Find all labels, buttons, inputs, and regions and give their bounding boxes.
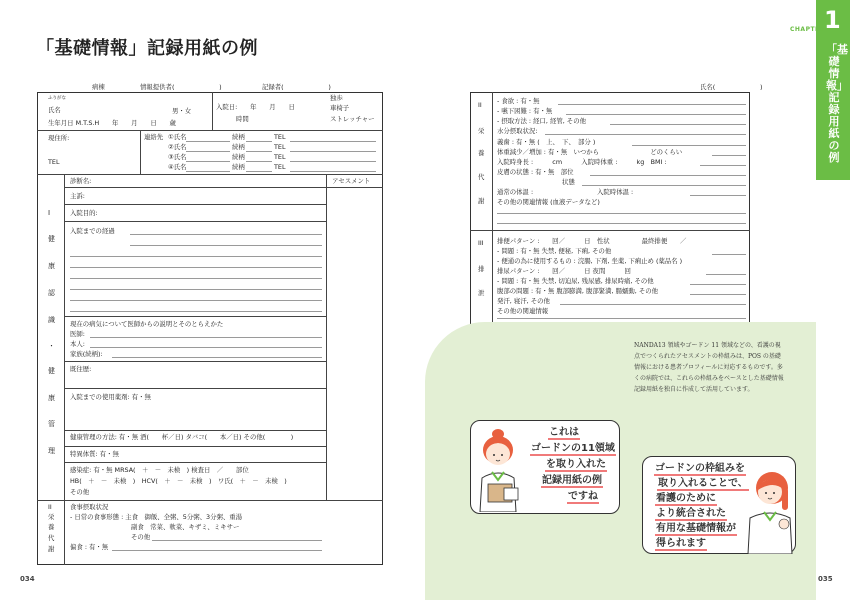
bubble2-line1: ゴードンの枠組みを	[655, 463, 745, 474]
skin-state-line: 状態	[562, 178, 575, 186]
time-label: 時間	[236, 115, 249, 123]
section1-v3: 認	[48, 289, 55, 297]
bubble2-line6: 得られます	[656, 538, 706, 549]
weight-change-line: 体重減少／増加 : 有・無 いつから どのくらい	[497, 148, 683, 156]
chapter-number: 1	[824, 6, 841, 34]
mobility-walk: 独歩	[330, 94, 343, 102]
contact-row-4: ④氏名	[168, 163, 187, 171]
section1-v1: 健	[48, 235, 55, 243]
bubble2-line3: 看護のために	[656, 493, 716, 504]
sex-label: 男・女	[172, 107, 192, 115]
contact-row-2: ②氏名	[168, 143, 187, 151]
doctor-label: 医師:	[70, 330, 85, 338]
abdomen-line: 腹部の問題 : 有・無 腹部膨満, 腹部緊満, 腸蠕動, その他	[497, 287, 659, 295]
preference-label: 偏食 : 有・無	[70, 543, 109, 551]
contact-tel-1: TEL	[274, 133, 286, 141]
bubble1-line4: 記録用紙の例	[542, 475, 602, 486]
right-name-label: 氏名( )	[700, 83, 763, 91]
left-section2-number: II	[48, 503, 52, 511]
page-title: 「基礎情報」記録用紙の例	[36, 38, 258, 59]
stool-pattern-line: 排便パターン : 回／ 日 性状 最終排便 ／	[497, 237, 687, 245]
chapter-title: 「基礎情報」記録用紙の例	[826, 43, 848, 164]
nurse-left-illustration	[474, 424, 532, 512]
bubble2-line5: 有用な基礎情報が	[656, 523, 736, 534]
family-label: 家族(続柄):	[70, 350, 103, 358]
explanation-paragraph: NANDA13 領域やゴードン 11 領域などの、看護の視点でつくられたアセスメントの枠組みは、POS の基礎情報における患者プロフィールに対応するものです。多くの病院では、これらの枠組みをベースとした基礎情報記録用紙を独自に作成して活用しています。	[634, 342, 784, 393]
right-section2-number: II	[478, 101, 482, 109]
purpose-label: 入院目的:	[70, 209, 98, 217]
habits-label: 健康管理の方法: 有・無 酒( 杯／日) タバコ( 本／日) その他( )	[70, 433, 294, 441]
urine-problem-line: - 問題 : 有・無 失禁, 切迫尿, 残尿感, 排尿時痛, その他	[497, 277, 654, 285]
special-label: 特異体質: 有・無	[70, 450, 119, 458]
bubble1-line3: を取り入れた	[546, 459, 606, 470]
section1-v7: 康	[48, 394, 55, 402]
section3-v1: 排	[478, 265, 485, 273]
other-info-line: その他の関連情報 (血液データなど)	[497, 198, 600, 206]
nurse-right-illustration	[744, 464, 798, 554]
left-section2-v4: 謝	[48, 545, 55, 553]
provider-label: 情報提供者( )	[140, 83, 222, 91]
meal-other-label: その他	[131, 533, 151, 541]
urine-pattern-line: 排尿パターン : 回／ 日 夜間 回	[497, 267, 631, 275]
recorder-label: 記録者( )	[262, 83, 331, 91]
stool-aid-line: - 便通の為に使用するもの : 浣腸, 下剤, 坐薬, 下痢止め (薬品名 )	[497, 257, 683, 265]
medication-label: 入院までの使用薬剤: 有・無	[70, 393, 151, 401]
chapter-label: CHAPTER	[790, 26, 825, 33]
page-number-right: 035	[818, 575, 833, 583]
bubble1-line1: これは	[549, 427, 579, 438]
left-section2-v2: 養	[48, 523, 55, 531]
left-section2-v1: 栄	[48, 513, 55, 521]
admission-label: 入院日: 年 月 日	[216, 103, 295, 111]
dob-label: 生年月日 M.T.S.H 年 月 日 歳	[48, 119, 176, 127]
patient-name-label: 氏名	[48, 106, 61, 114]
mobility-wheelchair: 車椅子	[330, 104, 350, 112]
section3-other-line: その他の関連情報	[497, 307, 549, 315]
meal-form-label: - 日常の食事形態 : 主食 御飯、全粥、5分粥、3分粥、重湯	[70, 513, 243, 521]
right-section2-v2: 養	[478, 149, 485, 157]
left-section2-v3: 代	[48, 534, 55, 542]
bubble2-line2: 取り入れることで、	[658, 478, 748, 489]
swallow-line: - 嚥下困難 : 有・無	[497, 107, 553, 115]
bubble2-line4: より統合された	[656, 508, 726, 519]
infection-other: その他	[70, 488, 90, 496]
side-dish-label: 副食 常菜、軟菜、キザミ、ミキサー	[131, 523, 240, 531]
right-section2-v3: 代	[478, 173, 485, 181]
stool-problem-line: - 問題 : 有・無 失禁, 便秘, 下痢, その他	[497, 247, 612, 255]
furigana-label: ふりがな	[48, 96, 66, 101]
explanation-label: 現在の病気について医師からの説明とそのとらえかた	[70, 320, 224, 328]
section1-number: I	[48, 209, 51, 217]
section1-v2: 康	[48, 262, 55, 270]
history-label: 既往歴:	[70, 365, 92, 373]
address-label: 現住所:	[48, 134, 70, 142]
course-label: 入院までの経過	[70, 227, 115, 235]
section3-number: III	[478, 239, 484, 247]
diagnosis-label: 診断名:	[70, 177, 92, 185]
contact-tel-2: TEL	[274, 143, 286, 151]
fluid-line: 水分摂取状況:	[497, 127, 538, 135]
contact-tel-3: TEL	[274, 153, 286, 161]
section1-v8: 管	[48, 420, 55, 428]
temperature-line: 通常の体温 : 入院時体温 :	[497, 188, 634, 196]
ward-label: 病棟	[92, 83, 105, 91]
section3-v2: 泄	[478, 289, 485, 297]
section1-v9: 理	[48, 447, 55, 455]
address-tel-label: TEL	[48, 158, 60, 166]
denture-line: 義歯 : 有・無 ( 上、 下、 部分 )	[497, 138, 596, 146]
bubble1-line2: ゴードンの11領域	[531, 443, 615, 454]
intake-method-line: - 摂取方法 : 経口, 経管, その他	[497, 117, 586, 125]
intake-label: 食事摂取状況	[70, 503, 109, 511]
contact-relation-2: 続柄	[232, 143, 245, 151]
sweat-line: 発汗, 寝汗, その他	[497, 297, 550, 305]
mobility-stretcher: ストレッチャー	[330, 115, 375, 123]
contact-label: 連絡先	[144, 133, 164, 141]
contact-row-3: ③氏名	[168, 153, 187, 161]
contact-relation-4: 続柄	[232, 163, 245, 171]
section1-v5: ・	[48, 342, 55, 350]
right-section2-v4: 謝	[478, 197, 485, 205]
contact-tel-4: TEL	[274, 163, 286, 171]
infection-row-1: 感染症: 有・無 MRSA( ＋ － 未検 ) 検査日 ／ 部位	[70, 466, 249, 474]
infection-row-2: HB( ＋ － 未検 ) HCV( ＋ － 未検 ) ワ氏( ＋ － 未検 )	[70, 477, 287, 485]
contact-row-1: ①氏名	[168, 133, 187, 141]
section1-v4: 識	[48, 316, 55, 324]
section1-v6: 健	[48, 367, 55, 375]
assessment-header: アセスメント	[332, 177, 371, 185]
complaint-label: 主訴:	[70, 192, 85, 200]
appetite-line: - 食欲 : 有・無	[497, 97, 540, 105]
page-number-left: 034	[20, 575, 35, 583]
bubble1-line5: ですね	[568, 491, 598, 502]
contact-relation-3: 続柄	[232, 153, 245, 161]
self-label: 本人:	[70, 340, 85, 348]
skin-line: 皮膚の状態 : 有・無 部位	[497, 168, 574, 176]
contact-relation-1: 続柄	[232, 133, 245, 141]
right-section2-v1: 栄	[478, 127, 485, 135]
height-weight-line: 入院時身長 : cm 入院時体重 : kg BMI :	[497, 158, 667, 166]
